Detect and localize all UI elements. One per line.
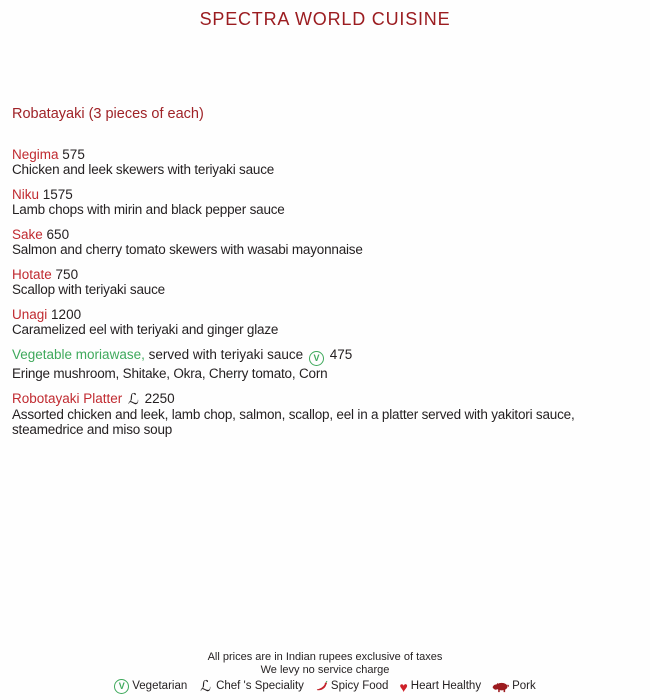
legend-item-pork: [492, 681, 536, 693]
item-name: Sake: [12, 227, 43, 242]
item-name: Robotayaki Platter: [12, 391, 123, 406]
item-description: Chicken and leek skewers with teriyaki sauce: [12, 162, 275, 177]
menu-items: [12, 147, 638, 437]
chefs-speciality-icon: ℒ: [200, 676, 212, 695]
item-price: 575: [62, 147, 85, 162]
heart-icon: ♥: [399, 678, 408, 695]
legend-item-vegetarian: [114, 679, 187, 694]
menu-item-sake: [12, 227, 638, 257]
menu-item-unagi: [12, 307, 638, 337]
item-name-price: [12, 227, 638, 242]
menu-footer: [0, 652, 650, 694]
item-price: 1575: [42, 187, 73, 202]
item-name: Hotate: [12, 267, 52, 282]
item-name-price: [12, 187, 638, 202]
item-price: 750: [55, 267, 79, 282]
menu-item-hotate: [12, 267, 638, 297]
menu-item-vegetable-moriawase: [12, 347, 638, 381]
item-price: 475: [329, 347, 353, 362]
legend-item-heart-healthy: [399, 680, 481, 694]
item-description: Salmon and cherry tomato skewers with wasabi mayonnaise: [12, 242, 363, 257]
chefs-speciality-icon: ℒ: [128, 390, 139, 408]
pig-icon: [492, 681, 509, 693]
legend-label: Pork: [512, 679, 536, 692]
service-charge-note: We levy no service charge: [260, 663, 390, 676]
legend-label: Spicy Food: [330, 679, 389, 692]
section-heading: Robatayaki (3 pieces of each): [12, 106, 204, 122]
legend-label: Vegetarian: [132, 679, 188, 692]
item-name: Niku: [12, 187, 40, 202]
item-description: Scallop with teriyaki sauce: [12, 282, 165, 297]
item-name-price: [12, 147, 638, 162]
item-suffix: served with teriyaki sauce: [148, 347, 304, 362]
item-description: Assorted chicken and leek, lamb chop, salmon, scallop, eel in a platter served with yakitori sauce, steamedrice and miso soup: [12, 407, 575, 437]
menu-item-robotayaki-platter: [12, 391, 638, 437]
legend-label: Chef 's Speciality: [216, 679, 304, 692]
vegetarian-icon: V: [309, 351, 324, 366]
item-description: Lamb chops with mirin and black pepper sauce: [12, 202, 285, 217]
item-description: Eringe mushroom, Shitake, Okra, Cherry tomato, Corn: [12, 366, 328, 381]
chili-icon: [315, 680, 328, 693]
legend-label: Heart Healthy: [410, 679, 482, 692]
item-name: Unagi: [12, 307, 48, 322]
menu-content: [12, 106, 638, 437]
item-name-price: [12, 347, 638, 366]
item-price: 650: [46, 227, 70, 242]
item-name-price: [12, 267, 638, 282]
legend: [0, 676, 650, 695]
item-name-price: [12, 307, 638, 322]
item-name: Negima: [12, 147, 59, 162]
tax-note: All prices are in Indian rupees exclusive of taxes: [207, 651, 443, 663]
item-description: Caramelized eel with teriyaki and ginger glaze: [12, 322, 279, 337]
item-price: 2250: [144, 391, 175, 406]
item-price: 1200: [51, 307, 82, 322]
menu-item-niku: [12, 187, 638, 217]
page-title: SPECTRA WORLD CUISINE: [199, 9, 451, 29]
vegetarian-icon: V: [114, 679, 129, 694]
legend-item-spicy-food: [315, 680, 389, 693]
legend-item-chefs-speciality: [198, 676, 304, 695]
item-name: Vegetable moriawase,: [12, 347, 145, 362]
menu-item-negima: [12, 147, 638, 177]
item-name-price: [12, 391, 638, 407]
